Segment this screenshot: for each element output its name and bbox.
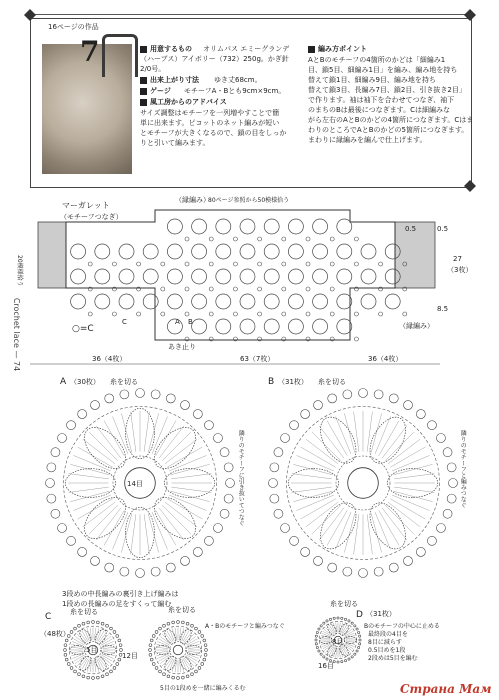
grid-motif: [167, 294, 182, 309]
grid-motif: [143, 244, 158, 259]
motif-c2-bottom: 5目の1段めを一緒に編みくるむ: [160, 685, 246, 692]
grid-motif: [240, 294, 255, 309]
grid-motif: [143, 269, 158, 284]
dim-right: 36（4枚）: [368, 355, 403, 363]
motif-d-count: （31枚）: [366, 610, 396, 618]
grid-joint: [185, 262, 189, 266]
motif-a-chart: [40, 378, 260, 588]
advice-heading: 風工房からのアドバイス: [150, 98, 227, 106]
points-line-2: 目、鎖5目、細編み1目」を編み、編み地を持ち: [308, 66, 458, 74]
grid-joint: [209, 287, 213, 291]
motif-d-note-1: Bのモチーフの中心に止める: [364, 623, 440, 630]
points-line-7: がら左右のAとBのかどの4箇所につなぎます。Cはま: [308, 116, 474, 124]
motif-d-note-2: 最終段の4目を: [368, 631, 408, 638]
grid-joint: [112, 262, 116, 266]
grid-motif: [240, 269, 255, 284]
motif-a-count: （30枚）: [70, 378, 100, 386]
motif-d-note-5: 2段めは5目を編む: [368, 655, 418, 662]
materials-bullet-icon: [140, 46, 147, 53]
grid-joint: [137, 262, 141, 266]
grid-joint: [258, 312, 262, 316]
points-bullet-icon: [308, 46, 315, 53]
grid-joint: [161, 262, 165, 266]
motif-a-cut: 糸を切る: [110, 378, 138, 386]
grid-motif: [361, 244, 376, 259]
ornament-top-left-icon: [24, 9, 36, 21]
top-rule: [30, 14, 470, 15]
grid-joint: [306, 237, 310, 241]
grid-joint: [233, 262, 237, 266]
motif-c-label: C: [45, 612, 52, 622]
grid-motif: [313, 294, 328, 309]
grid-joint: [379, 262, 383, 266]
grid-motif: [264, 219, 279, 234]
motif-b-cut: 糸を切る: [318, 378, 346, 386]
materials-line-3: 2/0号。: [140, 65, 166, 73]
left-note: 20模様拾う: [16, 255, 23, 287]
grid-motif: [167, 269, 182, 284]
grid-joint: [233, 287, 237, 291]
advice-line-3: とモチーフが大きくなるので、鎖の目をしっか: [140, 129, 287, 137]
grid-motif: [240, 219, 255, 234]
grid-joint: [282, 262, 286, 266]
points-line-6: のまちのBは最後につなぎます。Cは細編みな: [308, 106, 450, 114]
grid-motif: [337, 219, 352, 234]
label-c: C: [122, 318, 127, 326]
grid-motif: [337, 244, 352, 259]
points-heading: 編み方ポイント: [318, 45, 367, 53]
dim-left: 36（4枚）: [92, 355, 127, 363]
grid-joint: [306, 312, 310, 316]
grid-motif: [95, 294, 110, 309]
motif-c2-cut: 糸を切る: [168, 606, 196, 614]
materials-heading: 用意するもの: [150, 45, 192, 53]
grid-motif: [264, 319, 279, 334]
motif-c2-note: A・Bのモチーフと編みつなぐ: [205, 623, 285, 630]
grid-joint: [330, 237, 334, 241]
grid-motif: [216, 269, 231, 284]
grid-joint: [354, 262, 358, 266]
grid-motif: [264, 244, 279, 259]
motif-c-note: 12目: [122, 652, 138, 660]
grid-motif: [385, 294, 400, 309]
grid-motif: [192, 319, 207, 334]
grid-joint: [88, 312, 92, 316]
grid-motif: [216, 244, 231, 259]
dimension-line: [30, 360, 450, 368]
grid-motif: [95, 244, 110, 259]
grid-joint: [258, 237, 262, 241]
grid-joint: [330, 312, 334, 316]
motif-d-note-4: 0.5目めを1段: [368, 647, 406, 654]
grid-motif: [264, 294, 279, 309]
grid-motif: [216, 219, 231, 234]
finished-size-heading: 出来上がり寸法: [150, 76, 199, 84]
label-b: B: [188, 318, 193, 326]
grid-joint: [258, 287, 262, 291]
watermark: Страна Мам: [400, 682, 492, 696]
motif-d-cut: 糸を切る: [330, 600, 358, 608]
c-legend: ○=C: [72, 324, 94, 334]
grid-motif: [288, 294, 303, 309]
open-stop-note: あき止り: [168, 343, 196, 351]
grid-motif: [288, 219, 303, 234]
advice-bullet-icon: [140, 99, 147, 106]
grid-motif: [119, 269, 134, 284]
grid-joint: [233, 312, 237, 316]
grid-motif: [192, 244, 207, 259]
motif-c-count: （48枚）: [40, 630, 70, 638]
grid-motif: [288, 269, 303, 284]
motif-d-ring: 8目: [332, 638, 344, 646]
grid-motif: [167, 219, 182, 234]
grid-motif: [288, 244, 303, 259]
grid-motif: [119, 244, 134, 259]
grid-motif: [240, 244, 255, 259]
grid-joint: [209, 237, 213, 241]
materials-line-1: オリムパス エミーグランデ: [203, 45, 290, 53]
grid-motif: [361, 294, 376, 309]
dim-height-count: （3枚）: [447, 266, 473, 274]
dim-center: 63（7枚）: [240, 355, 275, 363]
motif-a-side: 隣りのモチーフに引き抜いてつなぐ: [237, 430, 245, 526]
source-note: 16ページの作品: [48, 23, 99, 31]
grid-motif: [192, 269, 207, 284]
grid-joint: [282, 312, 286, 316]
motif-c-ring: 5目: [86, 646, 98, 654]
grid-motif: [167, 244, 182, 259]
item-number: 7: [80, 35, 100, 68]
grid-joint: [185, 312, 189, 316]
finished-size-bullet-icon: [140, 77, 147, 84]
grid-motif: [71, 244, 86, 259]
gauge-heading: ゲージ: [150, 87, 171, 95]
grid-motif: [313, 244, 328, 259]
grid-joint: [306, 287, 310, 291]
points-line-4: 替えて鎖3目、長編み7目、鎖2目、引き抜き2目」: [308, 86, 466, 94]
grid-joint: [306, 262, 310, 266]
grid-joint: [185, 237, 189, 241]
grid-joint: [137, 312, 141, 316]
grid-joint: [282, 287, 286, 291]
grid-joint: [354, 337, 358, 341]
grid-motif: [192, 219, 207, 234]
grid-motif: [264, 269, 279, 284]
grid-motif: [240, 319, 255, 334]
grid-motif: [313, 219, 328, 234]
advice-line-2: 単に出来ます。ピコットのネット編みが短い: [140, 119, 280, 127]
points-line-1: AとBのモチーフの4箇所のかどは「細編み1: [308, 56, 446, 64]
motif-b-count: （31枚）: [278, 378, 308, 386]
top-edging-note: 80ページ参照から50模様拾う: [208, 197, 290, 204]
grid-joint: [185, 287, 189, 291]
dim-height: 27: [453, 255, 462, 263]
right-edging-label: （縁編み）: [399, 322, 434, 330]
grid-joint: [330, 262, 334, 266]
motif-a-center: 14目: [127, 480, 143, 488]
materials-line-2: （ハーブス）アイボリー（732）250g。かぎ針: [140, 55, 289, 63]
motif-c-cut: 糸を切る: [70, 608, 98, 616]
grid-motif: [313, 269, 328, 284]
grid-joint: [403, 312, 407, 316]
gauge-bullet-icon: [140, 88, 147, 95]
grid-joint: [112, 312, 116, 316]
grid-motif: [288, 319, 303, 334]
grid-joint: [233, 237, 237, 241]
advice-line-1: サイズ調整はモチーフを一列増やすことで簡: [140, 109, 280, 117]
motif-b-chart: [255, 378, 475, 588]
grid-motif: [216, 319, 231, 334]
points-line-5: で作ります。袖は袖下を合わせてつなぎ、袖下: [308, 96, 455, 104]
grid-motif: [313, 319, 328, 334]
grid-motif: [95, 269, 110, 284]
grid-joint: [354, 237, 358, 241]
grid-joint: [330, 287, 334, 291]
motif-a-label: A: [60, 377, 67, 387]
motif-b-label: B: [268, 377, 275, 387]
grid-motif: [337, 269, 352, 284]
points-line-8: わりのところでAとBのかどの5箇所につなぎます。: [308, 126, 469, 134]
points-line-3: 替えて鎖1目、細編み9目、編み地を持ち: [308, 76, 436, 84]
grid-joint: [209, 262, 213, 266]
advice-line-4: りと引いて編みます。: [140, 139, 210, 147]
motif-d-note-3: 8目に減らす: [368, 639, 402, 646]
grid-joint: [161, 312, 165, 316]
grid-motif: [143, 294, 158, 309]
motif-a-foot-1: 3段めの中長編みの裏引き上げ編みは: [62, 590, 179, 598]
grid-motif: [192, 294, 207, 309]
grid-motif: [71, 294, 86, 309]
label-a: A: [175, 318, 180, 326]
motif-b-side: 隣りのモチーフと編みつなぐ: [459, 430, 467, 508]
motif-d-label: D: [356, 610, 363, 620]
finished-size-value: ゆき丈68cm。: [214, 76, 262, 84]
note-side: 8.5: [437, 305, 449, 313]
grid-joint: [379, 312, 383, 316]
note-right: 0.5: [437, 225, 449, 233]
side-page-text: Crochet lace — 74: [12, 297, 22, 372]
diagram-subtitle: （モチーフつなぎ）: [60, 213, 123, 221]
ornament-top-right-icon: [464, 9, 476, 21]
motif-a-foot-2: 1段めの長編みの足をすくって編む: [62, 600, 172, 608]
note-left: 0.5: [405, 225, 417, 233]
grid-joint: [354, 312, 358, 316]
grid-motif: [216, 294, 231, 309]
diagram-title: マーガレット: [62, 201, 110, 210]
grid-joint: [209, 312, 213, 316]
grid-joint: [282, 237, 286, 241]
grid-joint: [161, 287, 165, 291]
grid-joint: [258, 262, 262, 266]
grid-motif: [71, 269, 86, 284]
gauge-value: モチーフA・Bとも9cm×9cm。: [184, 87, 286, 95]
grid-motif: [119, 294, 134, 309]
points-line-9: まわりに縁編みを編んで仕上げます。: [308, 136, 427, 144]
top-edging-label: （縁編み）: [175, 196, 210, 204]
grid-motif: [361, 269, 376, 284]
motif-d-rows: 16目: [318, 662, 334, 670]
grid-joint: [88, 262, 92, 266]
